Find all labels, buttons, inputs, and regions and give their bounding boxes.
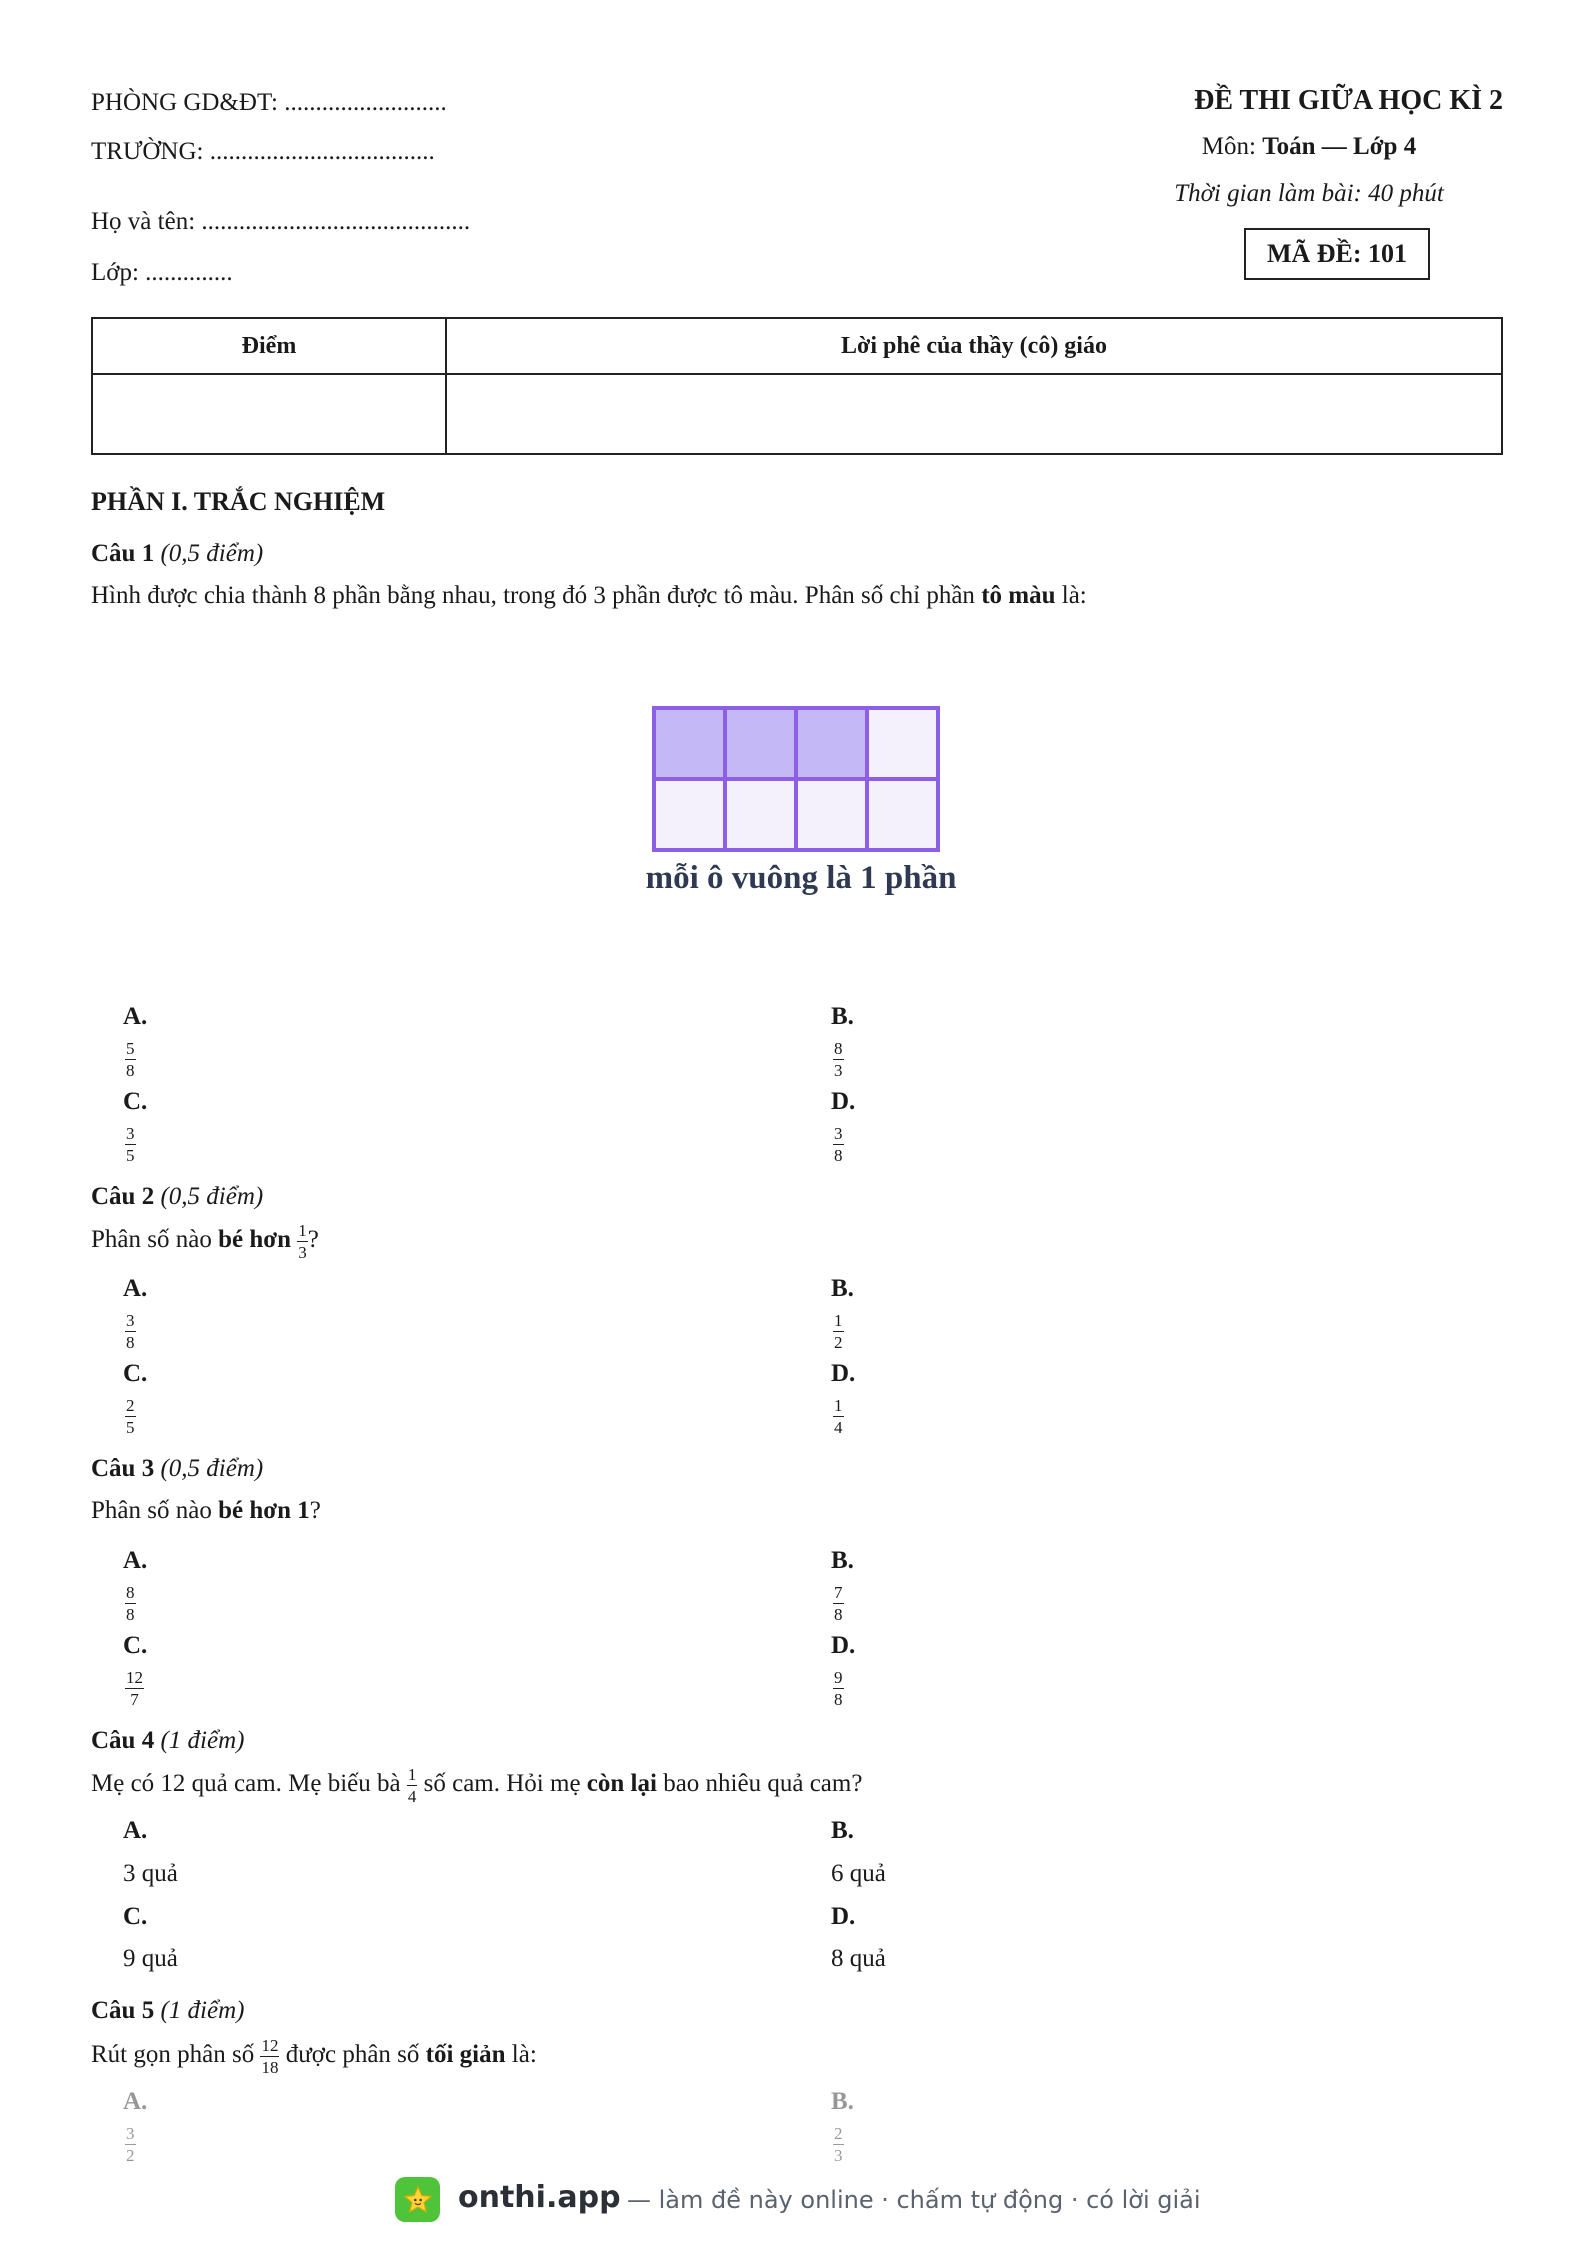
- q5-option-b-letter[interactable]: B.: [831, 2088, 854, 2115]
- q2-option-a-fraction[interactable]: [125, 1312, 136, 1351]
- q5-option-a-letter[interactable]: A.: [123, 2088, 148, 2115]
- fraction-grid-figure: [651, 705, 951, 855]
- frac-den: 8: [126, 1605, 135, 1624]
- q4-text-part2: số cam. Hỏi mẹ: [417, 1770, 587, 1798]
- q2-text-part: Phân số nào: [91, 1226, 219, 1254]
- grid-cell-empty: [867, 708, 938, 779]
- q4-text-part: Mẹ có 12 quả cam. Mẹ biếu bà: [91, 1770, 407, 1798]
- grid-cell-empty: [867, 779, 938, 850]
- ma-de-box: MÃ ĐỀ: 101: [1244, 228, 1430, 280]
- q3-text: [91, 1497, 321, 1525]
- frac-num: 9: [834, 1668, 843, 1687]
- q1-text-bold: tô màu: [981, 582, 1056, 609]
- q5-text: [91, 2037, 537, 2076]
- q1-option-a-fraction[interactable]: [125, 1040, 136, 1079]
- grid-cell-empty: [654, 779, 725, 850]
- frac-den: 5: [126, 1146, 135, 1165]
- q3-option-b-fraction[interactable]: [833, 1584, 844, 1623]
- grid-cell-shaded: [725, 708, 796, 779]
- q5-points: (1 điểm): [160, 1997, 245, 2024]
- q5-text-bold: tối giản: [425, 2041, 506, 2069]
- q1-option-b-letter[interactable]: B.: [831, 1003, 854, 1030]
- q2-label: Câu 2: [91, 1183, 155, 1210]
- q2-option-b-letter[interactable]: B.: [831, 1275, 854, 1302]
- q5-text-part: Rút gọn phân số: [91, 2041, 261, 2069]
- score-header: Điểm: [92, 318, 446, 374]
- grid-cell-empty: [796, 779, 867, 850]
- frac-num: 8: [834, 1039, 843, 1058]
- q3-text-end: ?: [309, 1497, 321, 1524]
- q3-text-part: Phân số nào: [91, 1497, 219, 1524]
- q4-option-c-value[interactable]: 9 quả: [123, 1945, 178, 1972]
- frac-num: 1: [407, 1765, 417, 1784]
- q3-text-bold: bé hơn 1: [218, 1497, 310, 1524]
- grid-cell-shaded: [654, 708, 725, 779]
- frac-num: 3: [126, 2124, 135, 2143]
- frac-num: 2: [126, 1396, 135, 1415]
- q3-title: [91, 1455, 263, 1483]
- score-table: [91, 317, 1503, 455]
- q3-option-c-fraction[interactable]: [125, 1669, 144, 1708]
- ho-ten-line: Họ và tên: ...........................................: [91, 208, 471, 235]
- q4-option-c-letter[interactable]: C.: [123, 1903, 148, 1930]
- subject-value: Toán — Lớp 4: [1262, 133, 1417, 160]
- q3-option-a-fraction[interactable]: [125, 1584, 136, 1623]
- q1-text-end: là:: [1055, 582, 1087, 609]
- q3-option-b-letter[interactable]: B.: [831, 1547, 854, 1574]
- q2-option-d-fraction[interactable]: [833, 1397, 844, 1436]
- grid-cell-shaded: [796, 708, 867, 779]
- frac-den: 2: [834, 1333, 843, 1352]
- frac-den: 8: [126, 1061, 135, 1080]
- frac-num: 1: [834, 1311, 843, 1330]
- q1-option-c-fraction[interactable]: [125, 1125, 136, 1164]
- q4-title: [91, 1727, 244, 1755]
- q4-option-d-value[interactable]: 8 quả: [831, 1945, 886, 1972]
- q1-option-b-fraction[interactable]: [833, 1040, 844, 1079]
- q1-option-d-letter[interactable]: D.: [831, 1088, 856, 1115]
- q1-option-c-letter[interactable]: C.: [123, 1088, 148, 1115]
- q5-option-a-fraction[interactable]: [125, 2125, 136, 2164]
- q3-label: Câu 3: [91, 1455, 155, 1482]
- q5-title: [91, 1997, 244, 2025]
- q4-points: (1 điểm): [160, 1727, 245, 1754]
- q4-option-d-letter[interactable]: D.: [831, 1903, 856, 1930]
- q3-option-c-letter[interactable]: C.: [123, 1632, 148, 1659]
- frac-den: 8: [834, 1146, 843, 1165]
- subject-label: Môn:: [1201, 133, 1256, 160]
- q2-points: (0,5 điểm): [160, 1183, 264, 1210]
- q4-label: Câu 4: [91, 1727, 155, 1754]
- star-icon: [402, 2184, 434, 2216]
- frac-num: 2: [834, 2124, 843, 2143]
- q1-option-d-fraction[interactable]: [833, 1125, 844, 1164]
- frac-den: 3: [834, 2146, 843, 2165]
- q2-option-a-letter[interactable]: A.: [123, 1275, 148, 1302]
- q2-option-d-letter[interactable]: D.: [831, 1360, 856, 1387]
- frac-num: 1: [298, 1221, 307, 1240]
- frac-num: 3: [126, 1311, 135, 1330]
- frac-den: 8: [834, 1605, 843, 1624]
- frac-num: 3: [126, 1124, 135, 1143]
- q1-option-a-letter[interactable]: A.: [123, 1003, 148, 1030]
- truong-line: TRƯỜNG: ....................................: [91, 138, 435, 165]
- score-cell[interactable]: [92, 374, 446, 454]
- q3-option-d-fraction[interactable]: [833, 1669, 844, 1708]
- q5-text-end: là:: [505, 2041, 537, 2069]
- q4-option-b-value[interactable]: 6 quả: [831, 1860, 886, 1887]
- phong-gd-line: PHÒNG GD&ĐT: ..........................: [91, 89, 447, 116]
- exam-title: ĐỀ THI GIỮA HỌC KÌ 2: [1194, 85, 1503, 116]
- frac-num: 7: [834, 1583, 843, 1602]
- q1-title: [91, 540, 263, 568]
- q4-option-a-letter[interactable]: A.: [123, 1817, 148, 1844]
- q2-option-b-fraction[interactable]: [833, 1312, 844, 1351]
- subject-line: [1149, 133, 1469, 161]
- frac-num: 12: [126, 1668, 143, 1687]
- frac-den: 7: [130, 1690, 139, 1709]
- teacher-comment-cell[interactable]: [446, 374, 1502, 454]
- frac-num: 1: [834, 1396, 843, 1415]
- q4-option-b-letter[interactable]: B.: [831, 1817, 854, 1844]
- q4-text-bold: còn lại: [586, 1770, 657, 1798]
- q4-text: [91, 1766, 862, 1805]
- exam-header-right: [1131, 85, 1503, 117]
- q2-option-c-letter[interactable]: C.: [123, 1360, 148, 1387]
- frac-den: 8: [834, 1690, 843, 1709]
- frac-den: 2: [126, 2146, 135, 2165]
- exam-page: [91, 0, 1503, 2244]
- q4-option-a-value[interactable]: 3 quả: [123, 1860, 178, 1887]
- q1-text-part: Hình được chia thành 8 phần bằng nhau, trong đó 3 phần được tô màu. Phân số chỉ phần: [91, 582, 982, 609]
- lop-line: Lớp: ..............: [91, 259, 233, 286]
- frac-num: 8: [126, 1583, 135, 1602]
- grid-cell-empty: [725, 779, 796, 850]
- q3-option-d-letter[interactable]: D.: [831, 1632, 856, 1659]
- frac-num: 3: [834, 1124, 843, 1143]
- frac-den: 8: [126, 1333, 135, 1352]
- frac-den: 18: [261, 2058, 279, 2077]
- frac-den: 4: [834, 1418, 843, 1437]
- frac-den: 3: [298, 1243, 307, 1262]
- frac-num: 12: [261, 2036, 279, 2055]
- time-limit: Thời gian làm bài: 40 phút: [1174, 180, 1444, 207]
- q3-option-a-letter[interactable]: A.: [123, 1547, 148, 1574]
- q2-text-end: ?: [307, 1226, 319, 1254]
- q2-title: [91, 1183, 263, 1211]
- q5-text-part2: được phân số: [279, 2041, 426, 2069]
- q4-text-end: bao nhiêu quả cam?: [656, 1770, 863, 1798]
- q1-label: Câu 1: [91, 540, 155, 567]
- brand-tagline: — làm đề này online · chấm tự động · có lời giải: [627, 2186, 1201, 2214]
- frac-den: 5: [126, 1418, 135, 1437]
- frac-den: 4: [407, 1787, 417, 1806]
- section-title: PHẦN I. TRẮC NGHIỆM: [91, 487, 386, 516]
- brand-name[interactable]: onthi.app: [458, 2180, 621, 2215]
- q3-points: (0,5 điểm): [160, 1455, 264, 1482]
- q5-option-b-fraction[interactable]: [833, 2125, 844, 2164]
- frac-den: 3: [834, 1061, 843, 1080]
- q2-text-bold: bé hơn: [218, 1226, 291, 1254]
- teacher-comment-header: Lời phê của thầy (cô) giáo: [446, 318, 1502, 374]
- onthi-logo-icon[interactable]: [395, 2177, 440, 2222]
- q1-text: [91, 582, 1087, 610]
- q2-option-c-fraction[interactable]: [125, 1397, 136, 1436]
- frac-num: 5: [126, 1039, 135, 1058]
- q2-text: [91, 1222, 319, 1261]
- q5-label: Câu 5: [91, 1997, 155, 2024]
- q1-points: (0,5 điểm): [160, 540, 264, 567]
- figure-caption: mỗi ô vuông là 1 phần: [645, 860, 957, 896]
